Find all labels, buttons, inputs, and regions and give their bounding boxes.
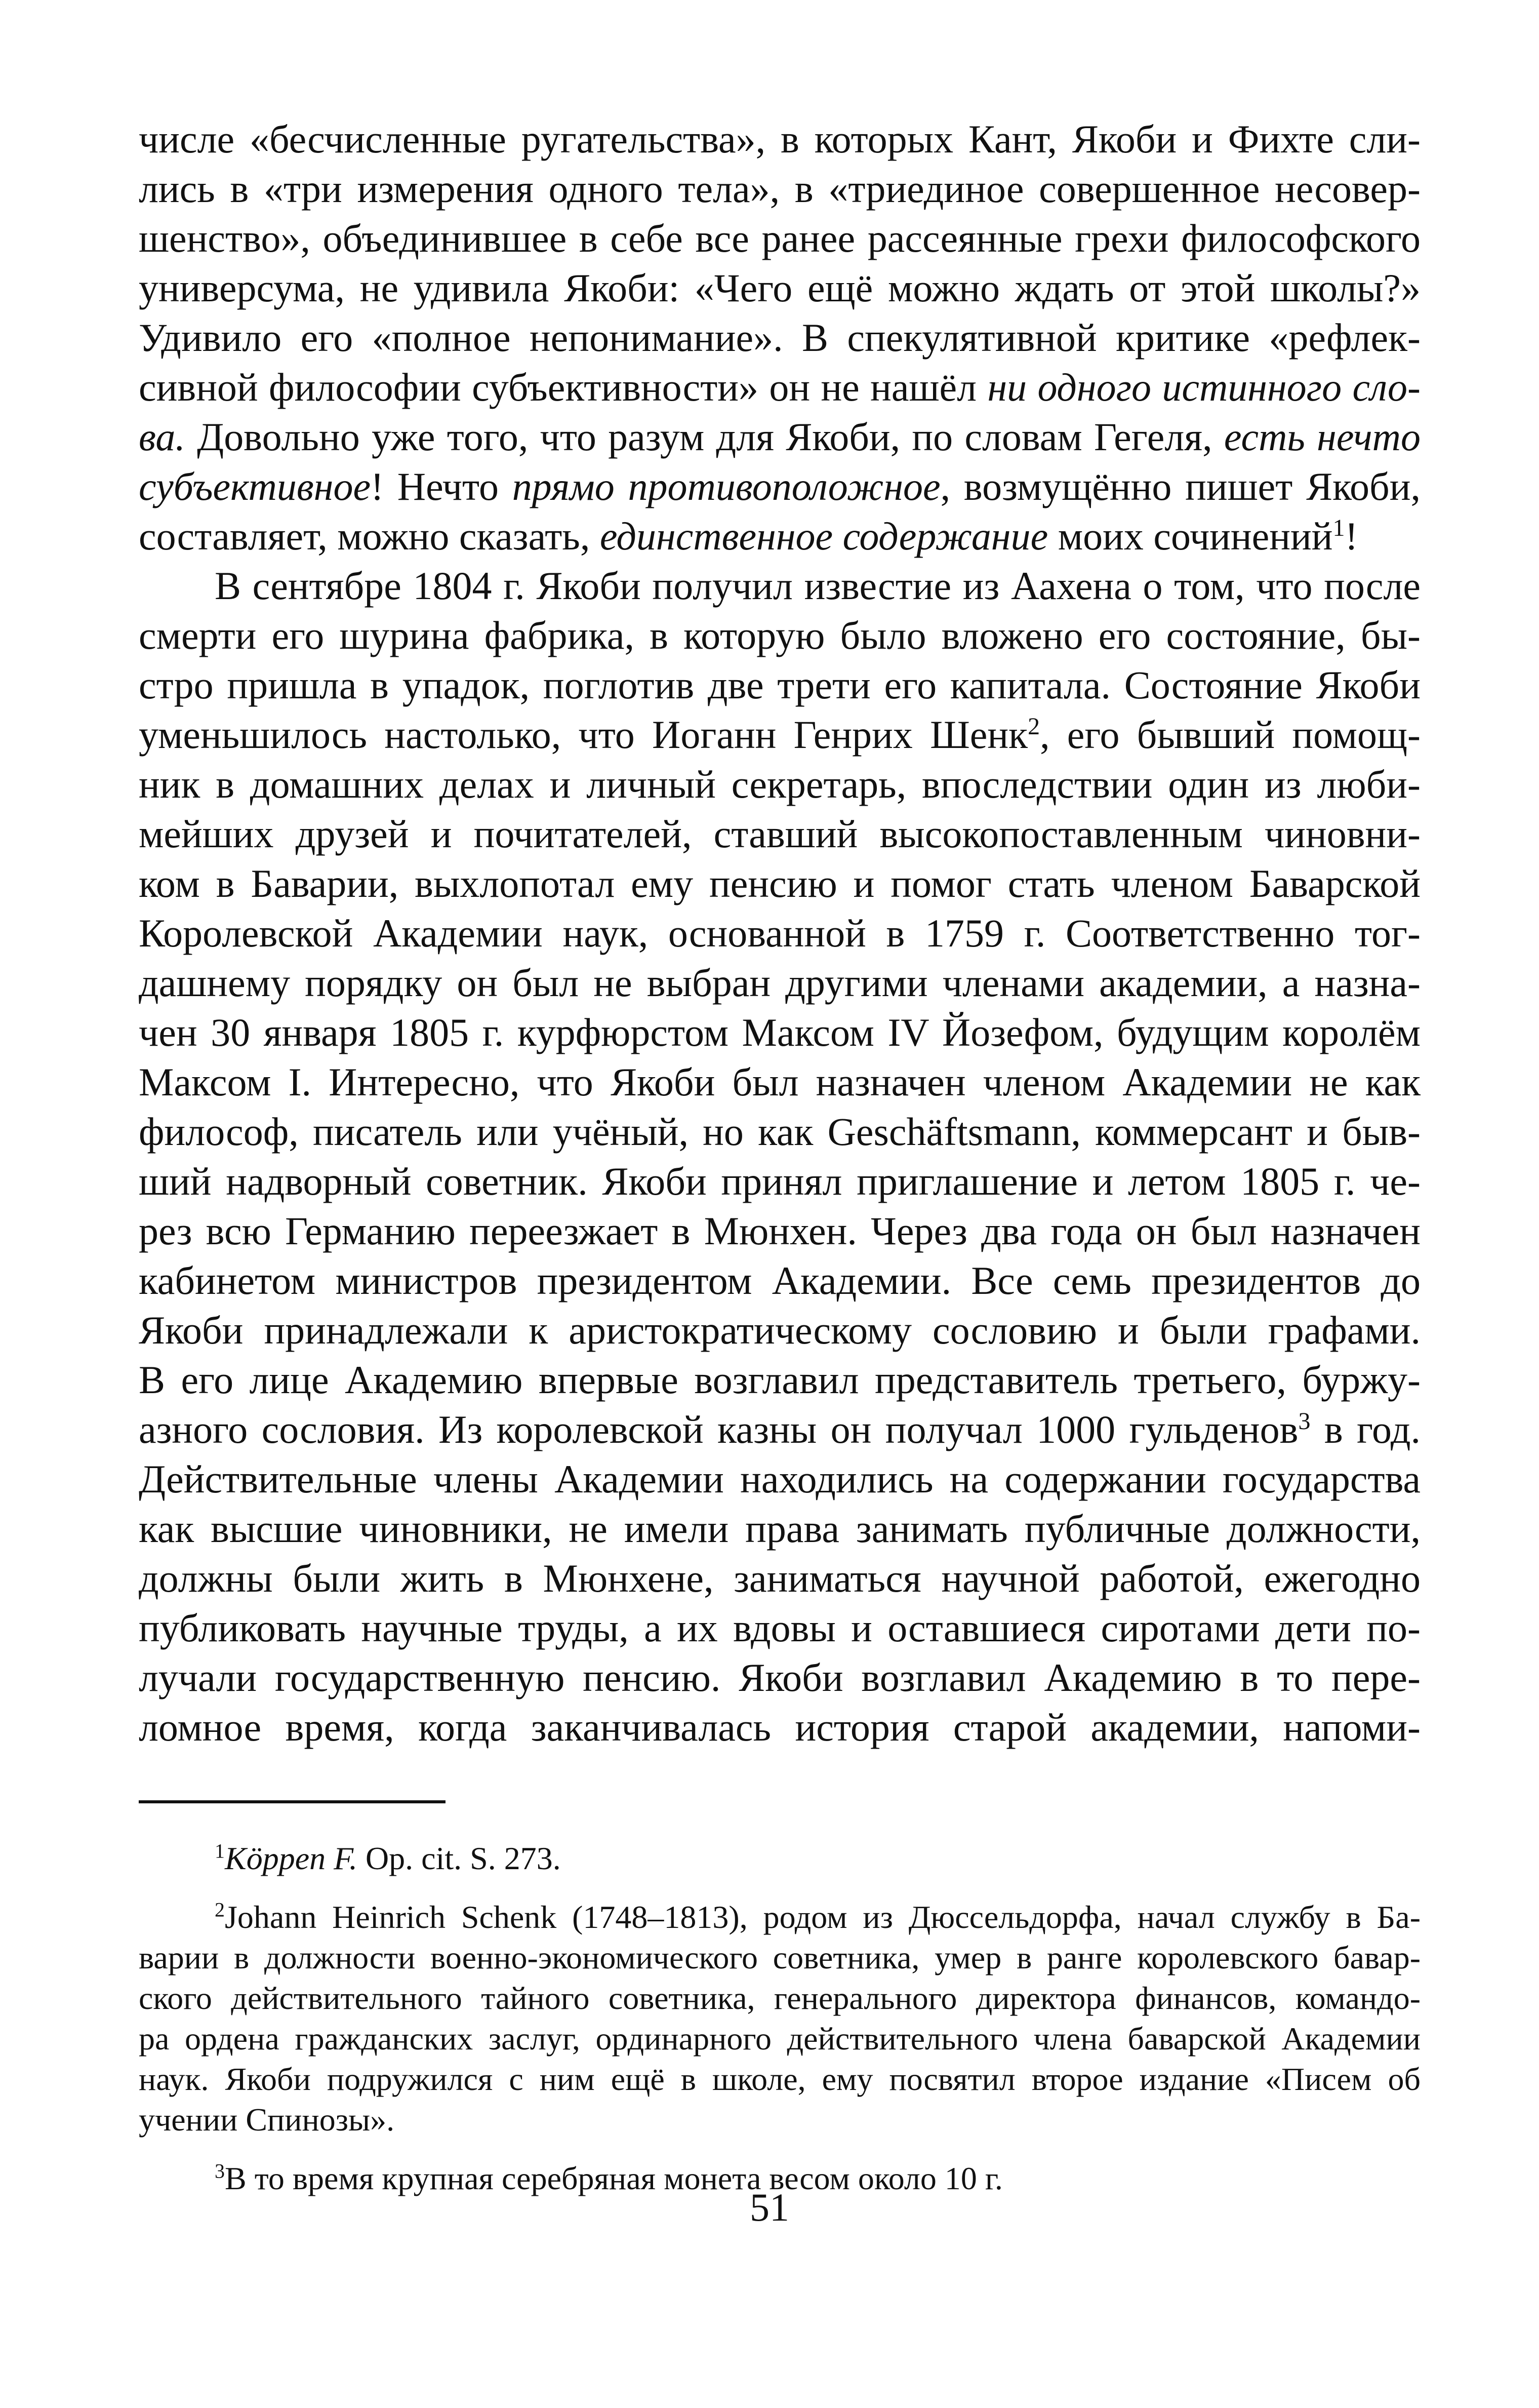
italic-emphasis: ни одного истинного сло- <box>987 365 1421 409</box>
text-segment: Johann Heinrich Schenk (1748–1813), родом из Дюссельдорфа, начал службу в Ба- <box>225 1899 1421 1935</box>
text-line: универсума, не удивила Якоби: «Чего ещё можно ждать от этой школы?» <box>139 266 1421 310</box>
main-text <box>139 114 1421 1752</box>
text-line: Максом I. Интересно, что Якоби был назначен членом Академии не как <box>139 1060 1421 1104</box>
text-segment: составляет, можно сказать, <box>139 514 590 558</box>
text-line: публиковать научные труды, а их вдовы и оставшиеся сиротами дети по- <box>139 1606 1421 1650</box>
footnote-mark: 3 <box>215 2159 225 2183</box>
text-segment: в год. <box>1310 1407 1421 1451</box>
text-line: лись в «три измерения одного тела», в «триединое совершенное несовер- <box>139 167 1421 211</box>
footnote-mark: 2 <box>215 1898 225 1921</box>
text-line <box>139 462 1421 511</box>
text-segment: уменьшилось настолько, что Иоганн Генрих Шенк <box>139 713 1028 757</box>
text-line: варии в должности военно-экономического советника, умер в ранге королевского бавар- <box>139 1940 1421 1976</box>
text-line: лучали государственную пенсию. Якоби возглавил Академию в то пере- <box>139 1655 1421 1700</box>
text-line: смерти его шурина фабрика, в которую было вложено его состояние, бы- <box>139 613 1421 657</box>
text-line <box>139 363 1421 412</box>
text-segment: азного сословия. Из королевской казны он получал 1000 гульденов <box>139 1407 1299 1451</box>
text-line: В его лице Академию впервые возглавил представитель третьего, буржу- <box>139 1358 1421 1402</box>
text-line: наук. Якоби подружился с ним ещё в школе, ему посвятил второе издание «Писем об <box>139 2061 1421 2097</box>
text-line <box>139 1405 1421 1454</box>
italic-emphasis: прямо противоположное <box>512 464 941 508</box>
text-line: ник в домашних делах и личный секретарь, впоследствии один из люби- <box>139 762 1421 806</box>
page-number: 51 <box>750 2185 789 2229</box>
text-line <box>139 412 1421 462</box>
text-line: Удивило его «полное непонимание». В спекулятивной критике «рефлек- <box>139 315 1421 360</box>
text-line: ского действительного тайного советника, генерального директора финансов, командо- <box>139 1980 1421 2016</box>
footnotes <box>139 1838 1421 2217</box>
text-line: ломное время, когда заканчивалась история старой академии, напоми- <box>139 1705 1421 1749</box>
text-line: стро пришла в упадок, поглотив две трети его капитала. Состояние Якоби <box>139 663 1421 707</box>
text-line: числе «бесчисленные ругательства», в которых Кант, Якоби и Фихте сли- <box>139 117 1421 161</box>
text-line <box>139 1897 1421 1938</box>
text-line: рез всю Германию переезжает в Мюнхен. Через два года он был назначен <box>139 1209 1421 1253</box>
text-line: учении Спинозы». <box>139 2102 395 2138</box>
text-segment: , его бывший помощ- <box>1040 713 1421 757</box>
text-segment: сивной философии субъективности» он не нашёл <box>139 365 977 409</box>
italic-emphasis: единственное содержание <box>599 514 1048 558</box>
footnote-ref-3[interactable]: 3 <box>1298 1408 1311 1435</box>
text-line: кабинетом министров президентом Академии. Все семь президентов до <box>139 1258 1421 1302</box>
text-line: чен 30 января 1805 г. курфюрстом Максом IV Йозефом, будущим королём <box>139 1010 1421 1054</box>
text-line: дашнему порядку он был не выбран другими членами академии, а назна- <box>139 961 1421 1005</box>
text-segment: ! <box>1345 514 1358 558</box>
text-line <box>139 1838 1421 1879</box>
text-line: ший надворный советник. Якоби принял приглашение и летом 1805 г. че- <box>139 1159 1421 1203</box>
footnote-separator <box>139 1800 446 1803</box>
text-line: ра ордена гражданских заслуг, ординарного действительного члена баварской Академии <box>139 2021 1421 2057</box>
text-line: как высшие чиновники, не имели права занимать публичные должности, <box>139 1507 1421 1551</box>
text-segment: Довольно уже того, что разум для Якоби, по словам Гегеля, <box>185 415 1212 459</box>
text-line: философ, писатель или учёный, но как Geschäftsmann, коммерсант и быв- <box>139 1110 1421 1154</box>
footnote-mark: 1 <box>215 1839 225 1863</box>
text-segment: ! Нечто <box>371 464 499 508</box>
text-segment: , возмущённо пишет Якоби, <box>940 464 1421 508</box>
italic-emphasis: субъективное <box>139 464 371 508</box>
italic-emphasis: есть нечто <box>1224 415 1421 459</box>
text-line: Королевской Академии наук, основанной в 1759 г. Соответственно тог- <box>139 911 1421 955</box>
text-line <box>139 511 1421 561</box>
text-segment: Op. cit. S. 273. <box>357 1840 561 1876</box>
footnote-1 <box>139 1838 1421 1879</box>
footnote-ref-2[interactable]: 2 <box>1028 713 1040 740</box>
text-segment: моих сочинений <box>1048 514 1333 558</box>
italic-emphasis: ва. <box>139 415 185 459</box>
text-line <box>139 710 1421 760</box>
footnote-2 <box>139 1897 1421 2140</box>
text-segment: В то время крупная серебряная монета весом около 10 г. <box>225 2160 1003 2196</box>
footnote-author: Köppen F. <box>225 1840 357 1876</box>
text-line: должны были жить в Мюнхене, заниматься научной работой, ежегодно <box>139 1556 1421 1600</box>
text-line: ком в Баварии, выхлопотал ему пенсию и помог стать членом Баварской <box>139 861 1421 905</box>
text-line: шенство», объединившее в себе все ранее рассеянные грехи философского <box>139 216 1421 260</box>
footnote-ref-1[interactable]: 1 <box>1332 515 1345 541</box>
text-line: мейших друзей и почитателей, ставший высокопоставленным чиновни- <box>139 812 1421 856</box>
text-line: Якоби принадлежали к аристократическому сословию и были графами. <box>139 1308 1421 1352</box>
text-line: В сентябре 1804 г. Якоби получил известие из Аахена о том, что после <box>215 564 1421 608</box>
text-line: Действительные члены Академии находились на содержании государства <box>139 1457 1421 1501</box>
